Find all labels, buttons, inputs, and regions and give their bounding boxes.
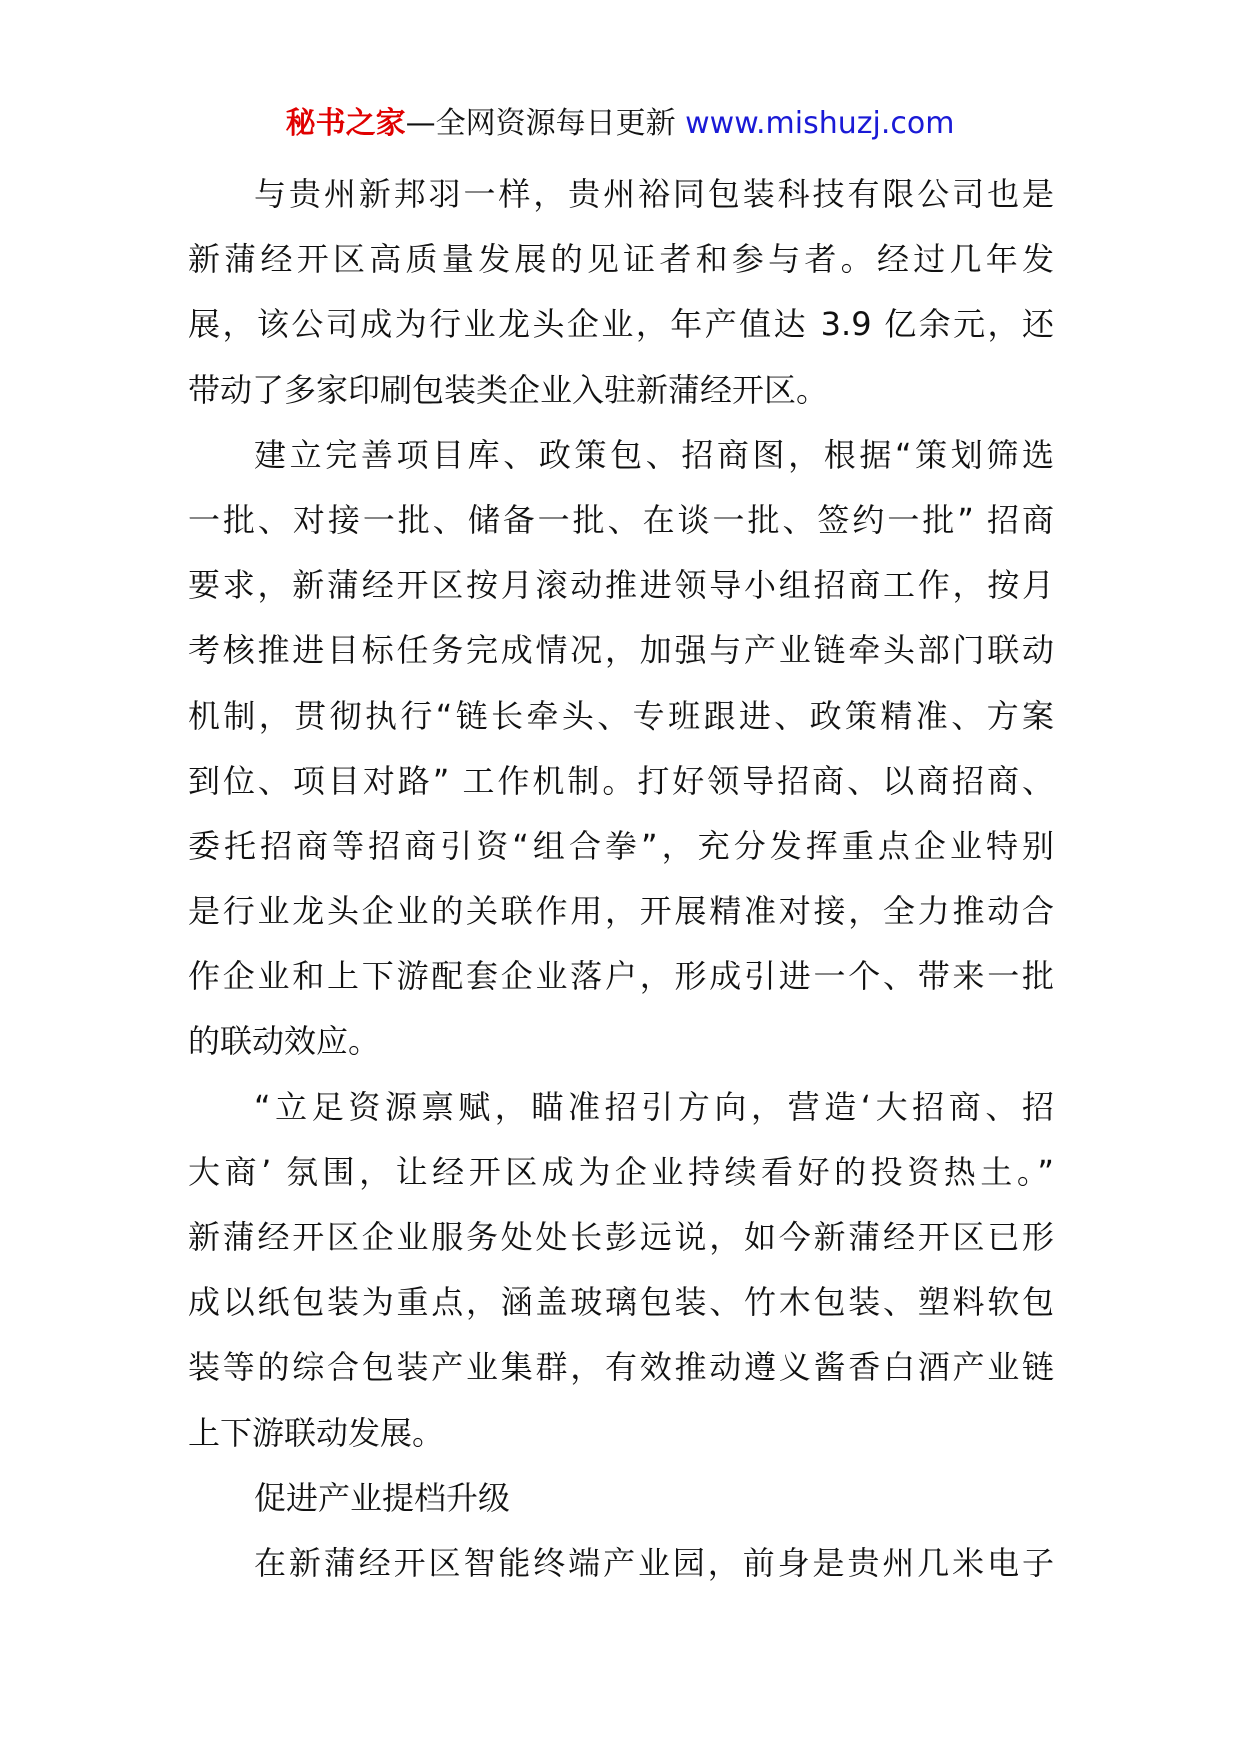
paragraph-line: 大商’ 氛围，让经开区成为企业持续看好的投资热土。” (188, 1152, 1054, 1191)
paragraph-line: 是行业龙头企业的关联作用，开展精准对接，全力推动合 (188, 892, 1054, 931)
paragraph-line: “立足资源禀赋，瞄准招引方向，营造‘大招商、招 (254, 1087, 1054, 1126)
paragraph-line: 与贵州新邦羽一样，贵州裕同包装科技有限公司也是 (254, 175, 1054, 213)
paragraph-line: 新蒲经开区企业服务处处长彭远说，如今新蒲经开区已形 (188, 1218, 1054, 1256)
site-tagline: —全网资源每日更新 (405, 106, 676, 141)
paragraph-line: 到位、项目对路” 工作机制。打好领导招商、以商招商、 (188, 761, 1054, 800)
paragraph-line: 考核推进目标任务完成情况，加强与产业链牵头部门联动 (188, 631, 1054, 670)
paragraph-line: 带动了多家印刷包装类企业入驻新蒲经开区。 (188, 370, 829, 409)
paragraph-line: 在新蒲经开区智能终端产业园，前身是贵州几米电子 (254, 1543, 1054, 1582)
article-body (188, 162, 1054, 1596)
section-heading: 促进产业提档升级 (254, 1478, 511, 1517)
paragraph-line: 新蒲经开区高质量发展的见证者和参与者。经过几年发 (188, 240, 1054, 279)
paragraph-line: 装等的综合包装产业集群，有效推动遵义酱香白酒产业链 (188, 1348, 1054, 1387)
paragraph-line: 建立完善项目库、政策包、招商图，根据“策划筛选 (254, 435, 1054, 474)
paragraph-line: 上下游联动发展。 (188, 1413, 445, 1452)
paragraph-line: 成以纸包装为重点，涵盖玻璃包装、竹木包装、塑料软包 (188, 1283, 1054, 1322)
paragraph-line: 展，该公司成为行业龙头企业，年产值达 3.9 亿余元，还 (188, 305, 1054, 344)
site-brand: 秘书之家 (285, 106, 406, 141)
paragraph-line: 一批、对接一批、储备一批、在谈一批、签约一批” 招商 (188, 500, 1054, 539)
paragraph-line: 作企业和上下游配套企业落户，形成引进一个、带来一批 (188, 957, 1054, 996)
paragraph-line: 要求，新蒲经开区按月滚动推进领导小组招商工作，按月 (188, 566, 1054, 605)
paragraph-line: 的联动效应。 (188, 1022, 381, 1061)
site-header (0, 98, 1240, 150)
paragraph-line: 机制，贯彻执行“链长牵头、专班跟进、政策精准、方案 (188, 696, 1054, 735)
site-url[interactable]: www.mishuzj.com (685, 106, 955, 141)
paragraph-line: 委托招商等招商引资“组合拳”，充分发挥重点企业特别 (188, 826, 1054, 865)
